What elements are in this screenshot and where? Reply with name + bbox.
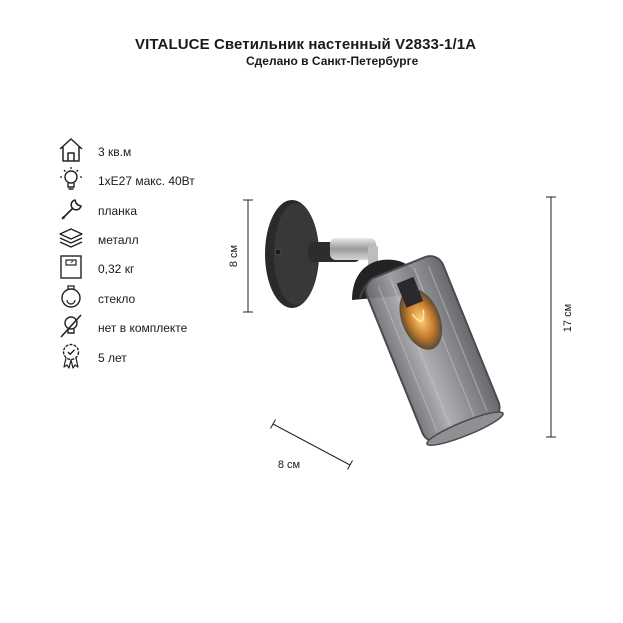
product-subtitle: Сделано в Санкт-Петербурге — [246, 54, 419, 68]
lamp-arm — [308, 238, 378, 269]
spec-shade-text: стекло — [98, 292, 136, 306]
spec-material-text: металл — [98, 233, 139, 247]
spec-weight-text: 0,32 кг — [98, 262, 135, 276]
spec-lamp-text: 1xE27 макс. 40Вт — [98, 174, 195, 188]
dimension-height-right — [546, 197, 556, 437]
dimension-height-left-label: 8 см — [228, 244, 240, 268]
dimension-depth-label: 8 см — [277, 459, 301, 471]
spec-bulb-included-text: нет в комплекте — [98, 321, 188, 335]
spec-area-text: 3 кв.м — [98, 145, 132, 159]
spec-warranty-text: 5 лет — [98, 351, 127, 365]
product-title: VITALUCE Светильник настенный V2833-1/1A — [135, 36, 477, 53]
dimension-height-left — [243, 200, 253, 312]
spec-mount-text: планка — [98, 204, 137, 218]
glass-shade — [362, 252, 506, 451]
dimension-height-right-label: 17 см — [562, 303, 574, 333]
